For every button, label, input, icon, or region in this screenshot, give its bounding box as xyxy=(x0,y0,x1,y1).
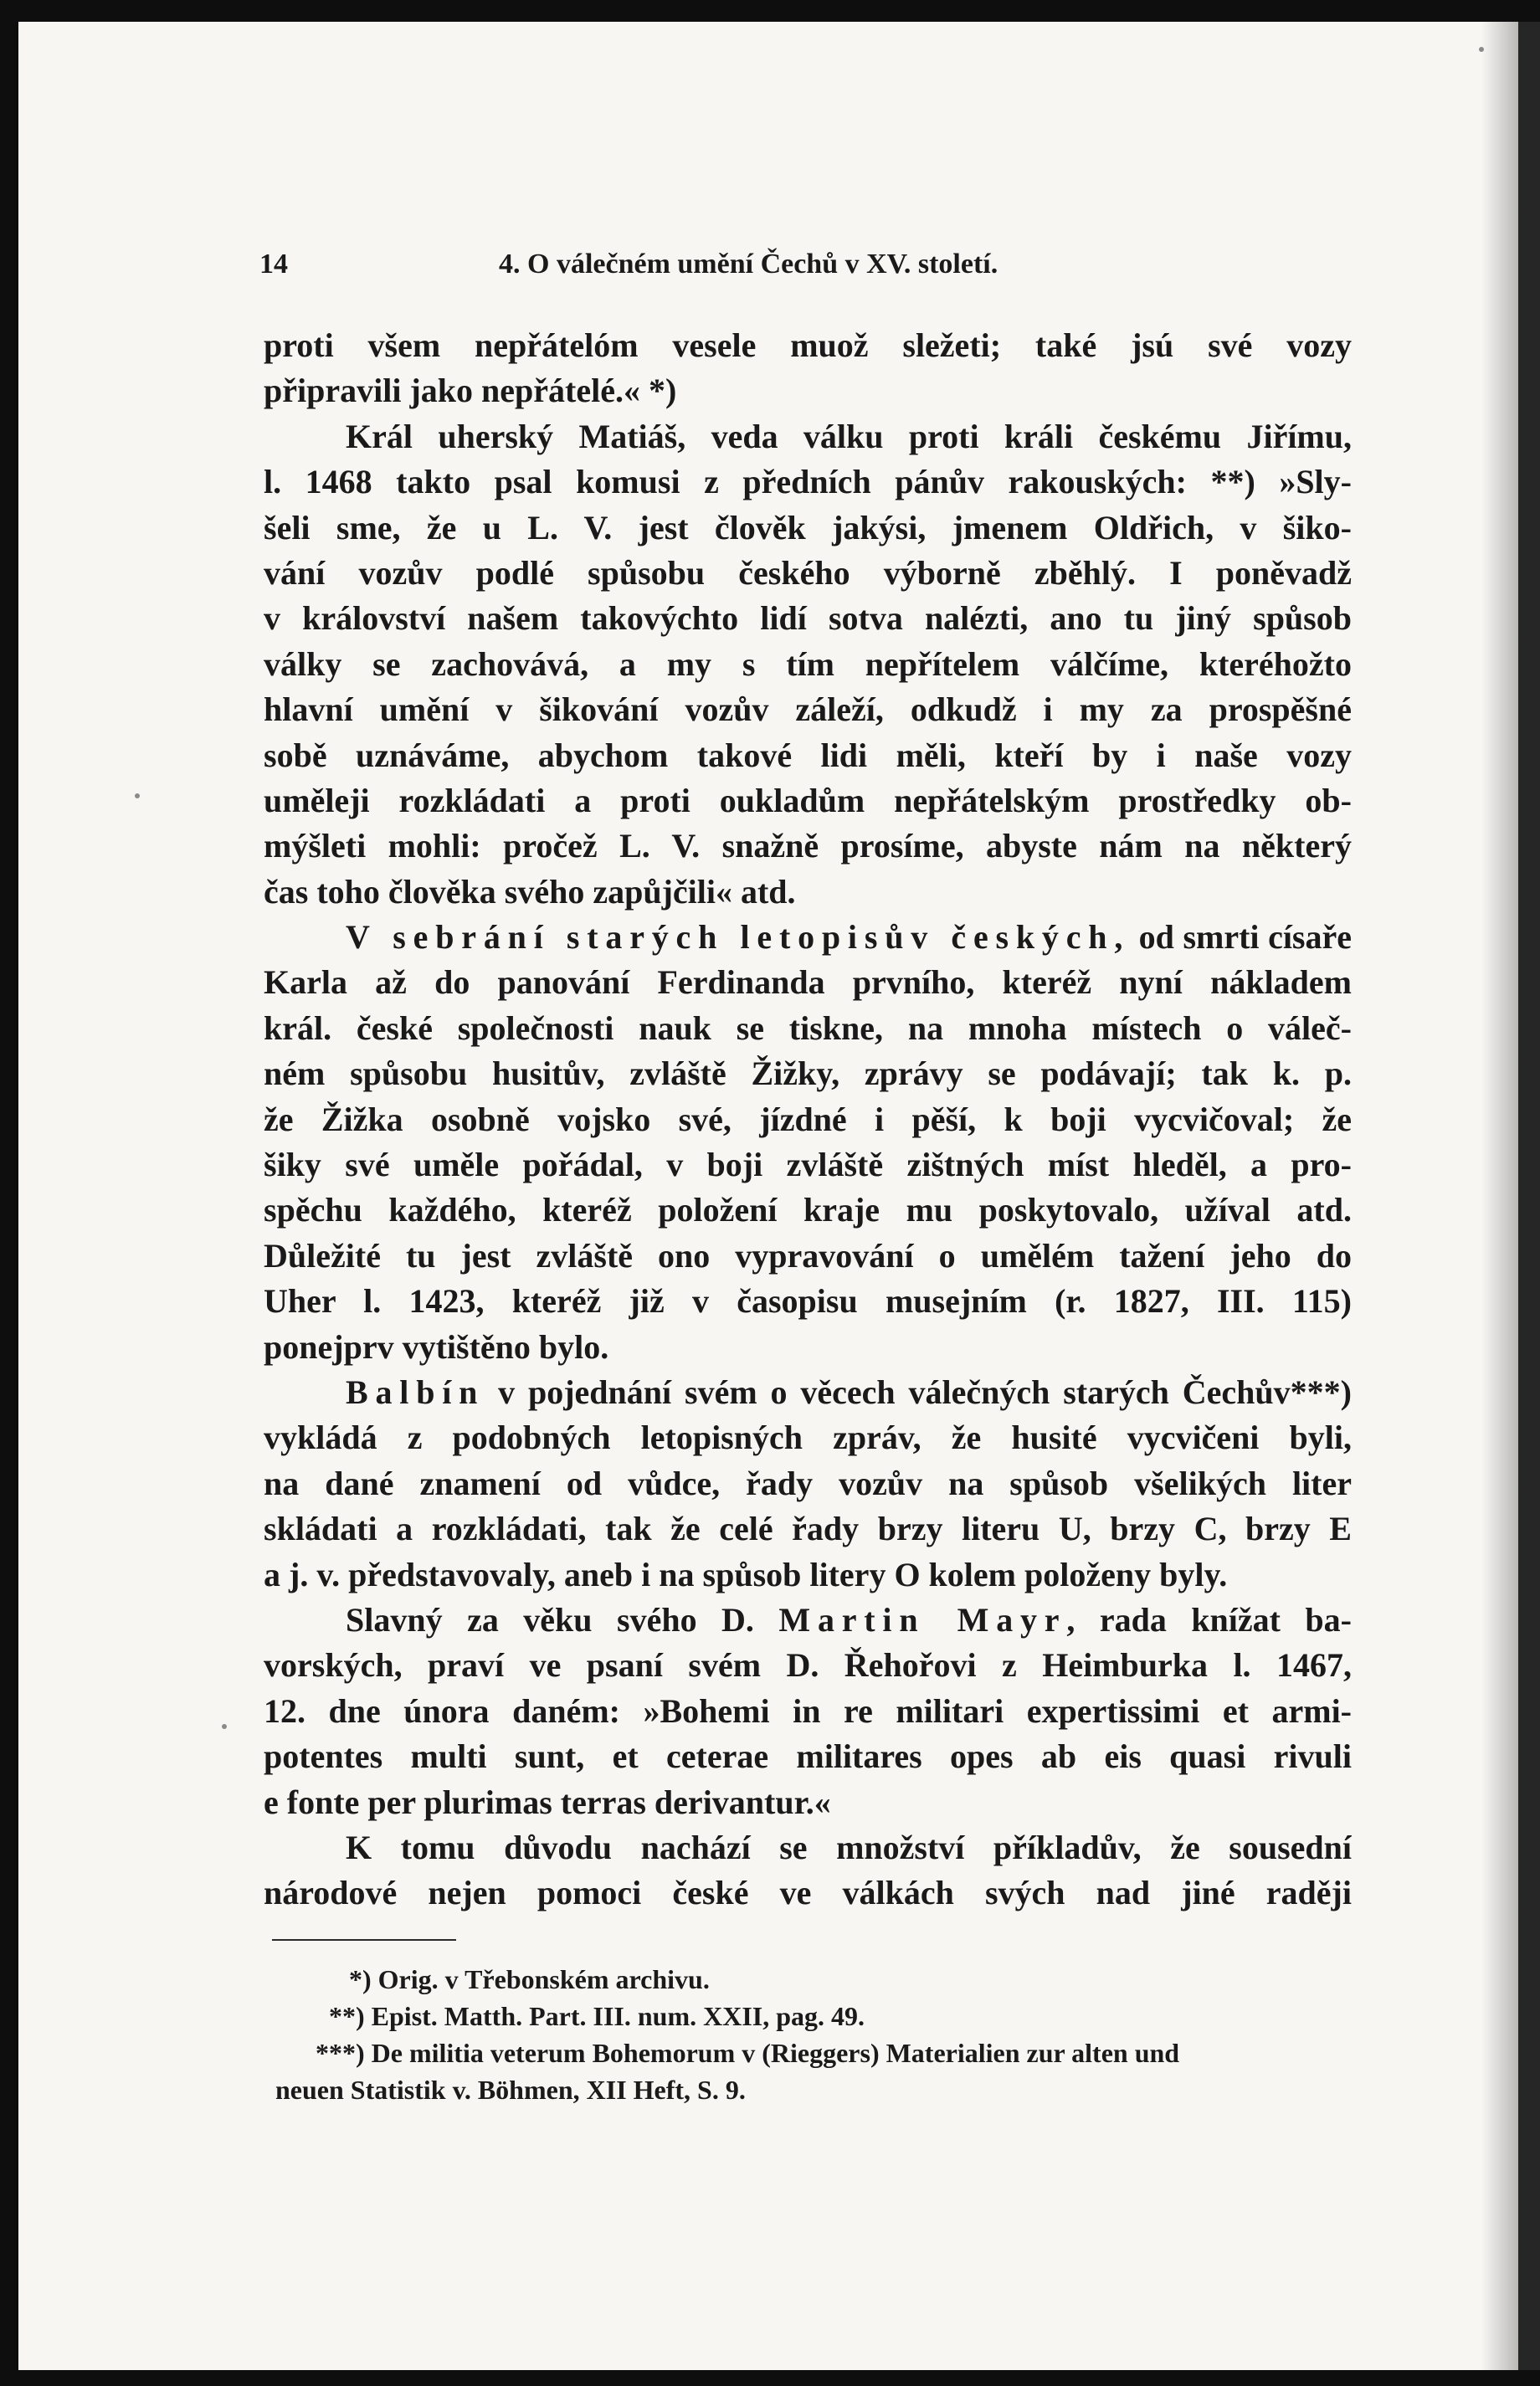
text-line: ponejprv vytištěno bylo. xyxy=(264,1327,609,1366)
footnote-continuation: neuen Statistik v. Böhmen, XII Heft, S. 9. xyxy=(275,2075,746,2105)
scan-speck xyxy=(1479,47,1484,52)
text-line: proti všem nepřátelóm vesele muož sležeti; také jsú své vozy xyxy=(264,326,1352,364)
text-line: potentes multi sunt, et ceterae militares opes ab eis quasi rivuli xyxy=(264,1737,1352,1776)
paragraph-start-line xyxy=(264,1370,1352,1415)
footnote: ***) De militia veterum Bohemorum v (Rieggers) Materialien zur alten und xyxy=(316,2038,1180,2068)
footnotes xyxy=(272,1961,1360,2108)
text-line: vání vozův podlé spůsobu českého výborně zběhlý. I poněvadž xyxy=(264,553,1352,592)
text-line: Uher l. 1423, kteréž již v časopisu musejním (r. 1827, III. 115) xyxy=(264,1282,1352,1321)
text-line: ném spůsobu husitův, zvláště Žižky, zprávy se podávají; tak k. p. xyxy=(264,1054,1352,1093)
text-line: čas toho člověka svého zapůjčili« atd. xyxy=(264,872,796,911)
paragraph-start-line: K tomu důvodu nachází se množství příkladův, že sousední xyxy=(346,1828,1352,1866)
paragraph-start-line xyxy=(264,1598,1352,1643)
text-line: že Žižka osobně vojsko své, jízdné i pěší, k boji vycvičoval; že xyxy=(264,1100,1352,1138)
text-line: hlavní umění v šikování vozův záleží, odkudž i my za prospěšné xyxy=(264,690,1352,729)
text-line: v království našem takovýchto lidí sotva nalézti, ano tu jiný spůsob xyxy=(264,599,1352,638)
text-line: národové nejen pomoci české ve válkách svých nad jiné raději xyxy=(264,1874,1352,1912)
page-header xyxy=(259,249,1113,290)
text-fragment: v pojednání svém o věcech válečných starých Čechův***) xyxy=(498,1373,1352,1411)
scan-speck xyxy=(135,793,140,798)
text-line: spěchu každého, kteréž položení kraje mu poskytovalo, užíval atd. xyxy=(264,1191,1352,1229)
text-line: vykládá z podobných letopisných zpráv, že husité vycvičeni byli, xyxy=(264,1419,1352,1457)
footnote: *) Orig. v Třebonském archivu. xyxy=(349,1964,710,1994)
text-line: na dané znamení od vůdce, řady vozův na spůsob všelikých liter xyxy=(264,1464,1352,1502)
text-line: uměleji rozkládati a proti oukladům nepřátelským prostředky ob- xyxy=(264,781,1352,819)
text-fragment: od smrti císaře xyxy=(1138,918,1352,957)
paragraph-start-line xyxy=(264,915,1352,960)
text-line: a j. v. představovaly, aneb i na spůsob litery O kolem položeny byly. xyxy=(264,1555,1228,1593)
binding-edge xyxy=(1518,22,1540,2370)
paragraph-start-line: Král uherský Matiáš, veda válku proti králi českému Jiřímu, xyxy=(346,417,1352,455)
text-line: l. 1468 takto psal komusi z předních pánův rakouských: **) »Sly- xyxy=(264,463,1352,501)
author-name-balbin: Balbín xyxy=(346,1373,485,1411)
page-number: 14 xyxy=(259,249,288,280)
text-line: e fonte per plurimas terras derivantur.« xyxy=(264,1783,831,1821)
text-line: šeli sme, že u L. V. jest člověk jakýsi, jmenem Oldřich, v šiko- xyxy=(264,508,1352,546)
text-line: 12. dne února daném: »Bohemi in re militari expertissimi et armi- xyxy=(264,1691,1352,1730)
body-text xyxy=(264,323,1352,1916)
text-line: skládati a rozkládati, tak že celé řady brzy literu U, brzy C, brzy E xyxy=(264,1510,1352,1548)
text-line: Karla až do panování Ferdinanda prvního, kteréž nyní nákladem xyxy=(264,963,1352,1002)
text-line: Důležité tu jest zvláště ono vypravování o umělém tažení jeho do xyxy=(264,1236,1352,1275)
chronicle-title: V sebrání starých letopisův českých, xyxy=(346,918,1131,957)
running-title: 4. O válečném umění Čechů v XV. století. xyxy=(499,249,998,280)
text-fragment: , rada knížat ba- xyxy=(1066,1600,1352,1639)
text-fragment: Slavný za věku svého D. xyxy=(346,1600,754,1639)
page-edge-shadow xyxy=(1481,22,1518,2370)
text-line: války se zachovává, a my s tím nepřítelem válčíme, kteréhožto xyxy=(264,644,1352,683)
text-line: sobě uznáváme, abychom takové lidi měli, kteří by i naše vozy xyxy=(264,736,1352,774)
text-line: šiky své uměle pořádal, v boji zvláště zištných míst hleděl, a pro- xyxy=(264,1146,1352,1184)
scan-speck xyxy=(222,1724,227,1729)
footnote-separator xyxy=(272,1939,456,1941)
footnote: **) Epist. Matth. Part. III. num. XXII, pag. 49. xyxy=(329,2001,865,2031)
text-line: vorských, praví ve psaní svém D. Řehořovi z Heimburka l. 1467, xyxy=(264,1646,1352,1685)
text-line: mýšleti mohli: pročež L. V. snažně prosíme, abyste nám na některý xyxy=(264,827,1352,865)
author-name-mayr: Martin Mayr xyxy=(778,1600,1067,1639)
text-line: připravili jako nepřátelé.« *) xyxy=(264,372,677,410)
text-line: král. české společnosti nauk se tiskne, na mnoha místech o váleč- xyxy=(264,1008,1352,1047)
